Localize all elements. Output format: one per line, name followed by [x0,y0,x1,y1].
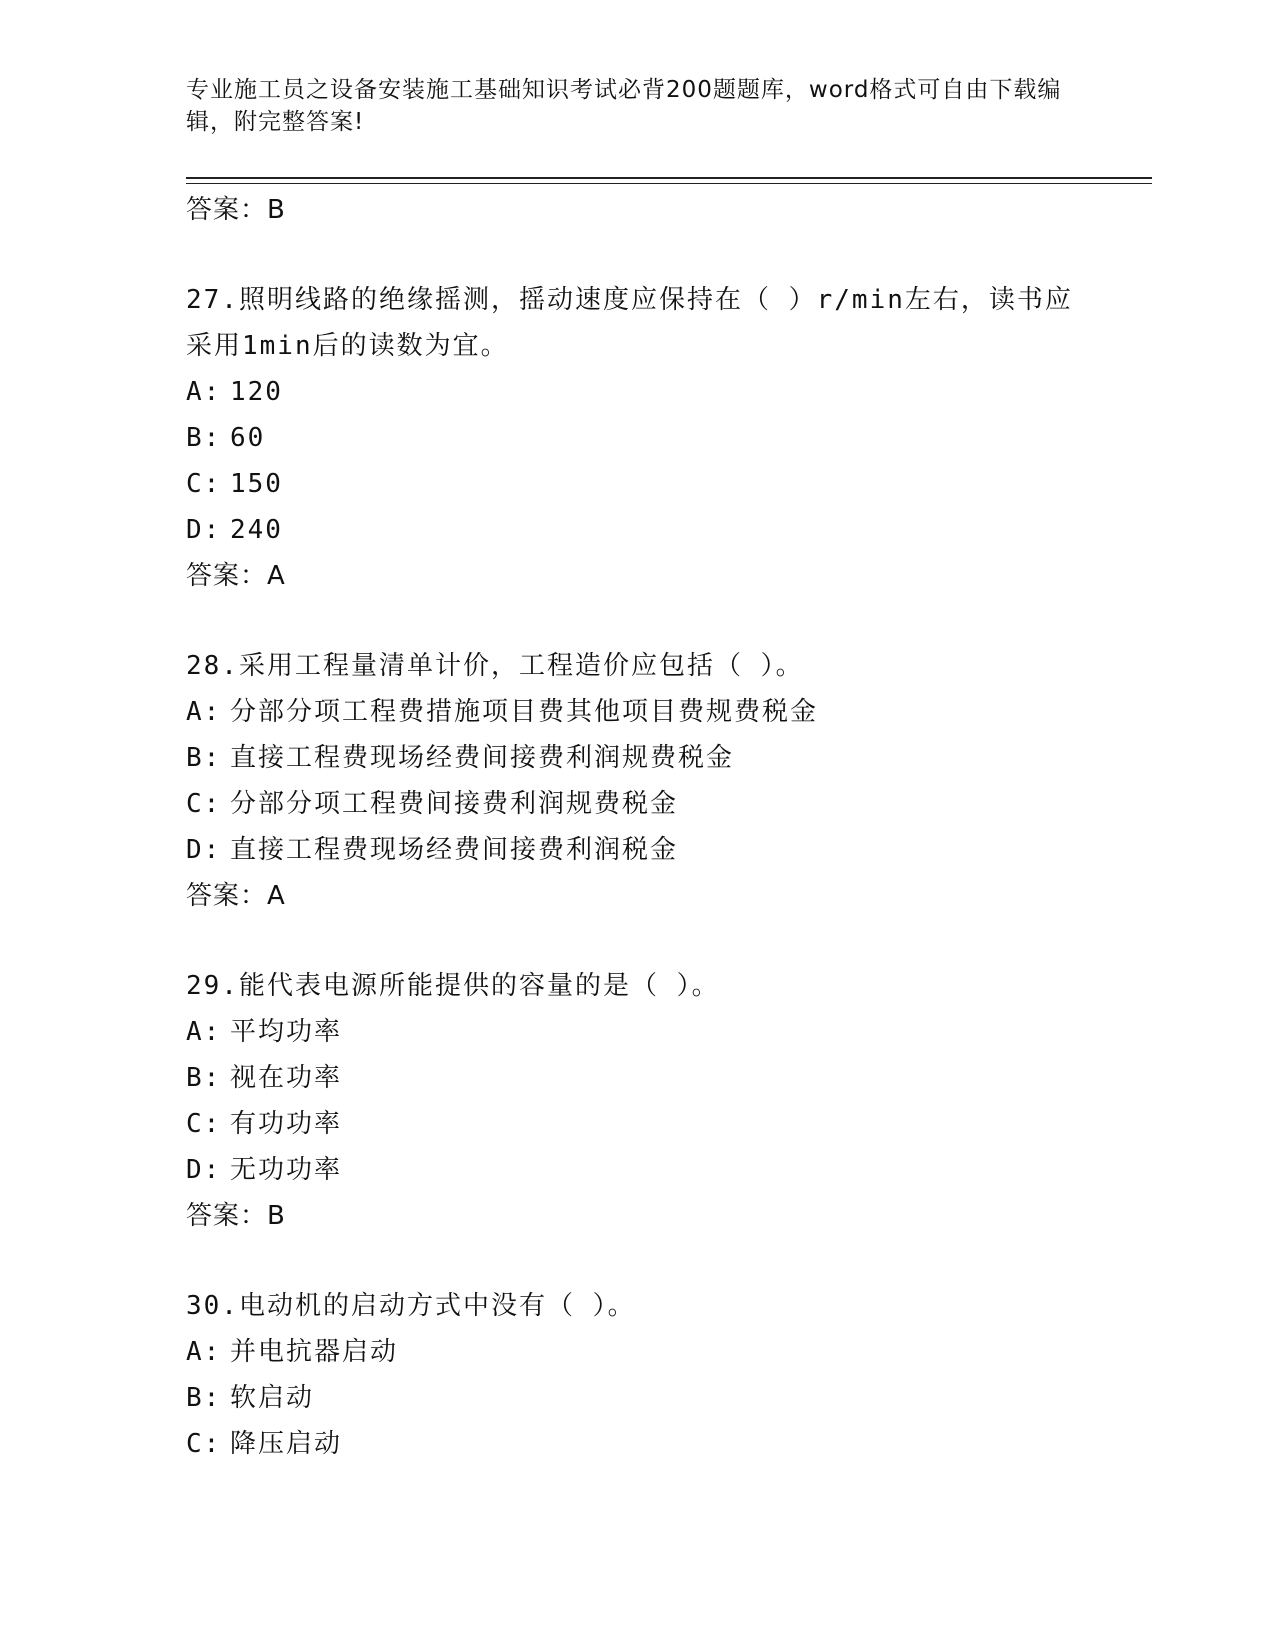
option-letter: A: [186,1017,222,1047]
option-d [186,827,1086,873]
question-27 [186,277,1086,599]
option-text: 240 [230,515,283,545]
option-letter: D: [186,835,222,865]
option-b [186,1055,1086,1101]
option-letter: D: [186,1155,222,1185]
option-letter: A: [186,377,222,407]
option-text: 150 [230,469,283,499]
header-divider-thin [186,183,1152,184]
option-letter: C: [186,469,222,499]
option-text: 有功功率 [230,1109,343,1139]
option-text: 视在功率 [230,1063,343,1093]
option-letter: C: [186,1429,222,1459]
option-a [186,689,1086,735]
option-c [186,1101,1086,1147]
option-d [186,1147,1086,1193]
option-letter: D: [186,515,222,545]
option-letter: C: [186,1109,222,1139]
question-list [186,187,1086,1467]
option-c [186,1421,1086,1467]
option-b [186,735,1086,781]
question-answer: 答案：A [186,881,286,911]
option-a [186,1329,1086,1375]
option-text: 降压启动 [230,1429,343,1459]
option-text: 60 [230,423,266,453]
option-letter: B: [186,1063,222,1093]
option-text: 直接工程费现场经费间接费利润规费税金 [230,743,735,773]
option-letter: B: [186,423,222,453]
option-b [186,1375,1086,1421]
option-text: 分部分项工程费措施项目费其他项目费规费税金 [230,697,819,727]
document-header-title: 专业施工员之设备安装施工基础知识考试必背200题题库，word格式可自由下载编辑，附完整答案! [186,77,1062,135]
previous-answer: 答案：B [186,195,286,225]
option-text: 并电抗器启动 [230,1337,399,1367]
option-letter: B: [186,743,222,773]
option-text: 无功功率 [230,1155,343,1185]
question-stem: 27.照明线路的绝缘摇测，摇动速度应保持在（ ）r/min左右，读书应采用1min后的读数为宜。 [186,285,1073,361]
question-stem: 28.采用工程量清单计价，工程造价应包括（ ）。 [186,651,804,681]
question-29 [186,963,1086,1239]
question-30 [186,1283,1086,1467]
question-answer: 答案：A [186,561,286,591]
option-c [186,461,1086,507]
option-c [186,781,1086,827]
option-text: 平均功率 [230,1017,343,1047]
question-stem: 29.能代表电源所能提供的容量的是（ ）。 [186,971,720,1001]
header-divider-thick [186,177,1152,179]
question-answer: 答案：B [186,1201,286,1231]
option-letter: C: [186,789,222,819]
option-text: 直接工程费现场经费间接费利润税金 [230,835,679,865]
option-text: 分部分项工程费间接费利润规费税金 [230,789,679,819]
question-stem: 30.电动机的启动方式中没有（ ）。 [186,1291,636,1321]
option-letter: A: [186,1337,222,1367]
option-b [186,415,1086,461]
option-text: 软启动 [230,1383,315,1413]
option-text: 120 [230,377,283,407]
option-letter: A: [186,697,222,727]
option-letter: B: [186,1383,222,1413]
option-d [186,507,1086,553]
option-a [186,1009,1086,1055]
question-28 [186,643,1086,919]
option-a [186,369,1086,415]
